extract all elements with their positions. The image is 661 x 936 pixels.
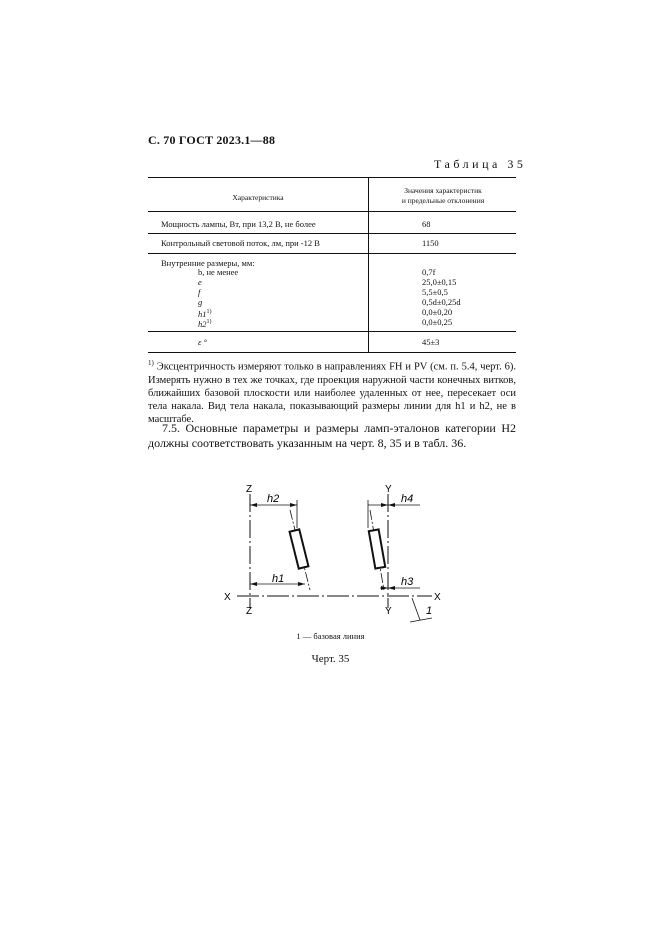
- h2-label: h2: [267, 493, 280, 505]
- dim-e-label: e: [198, 277, 202, 287]
- h3-label: h3: [401, 576, 414, 588]
- col-header-values-line1: Значения характеристик: [404, 186, 482, 195]
- footnote-mark: 1): [148, 359, 154, 367]
- angle-value: 45±3: [422, 337, 440, 347]
- drawing-title: Черт. 35: [311, 653, 350, 665]
- z-bottom-label: Z: [246, 606, 253, 617]
- angle-label: ε °: [198, 337, 207, 347]
- dim-h2-label: h2$^{1)}$: [198, 318, 212, 329]
- leader-line: [410, 618, 432, 622]
- row-power-value: 68: [422, 219, 431, 229]
- page-header: С. 70 ГОСТ 2023.1—88: [148, 133, 276, 147]
- row-flux-label: Контрольный световой поток, лм, при -12 В: [161, 238, 320, 248]
- dim-g-label: g: [198, 297, 203, 307]
- dim-f-label: f: [198, 287, 201, 297]
- x-right-label: X: [434, 592, 441, 603]
- dim-h1-value: 0,0±0,20: [422, 307, 453, 317]
- y-bottom-label: Y: [385, 606, 392, 617]
- z-top-label: Z: [246, 484, 253, 495]
- drawing-caption: 1 — базовая линия: [296, 631, 365, 641]
- y-top-label: Y: [385, 484, 392, 495]
- right-filament: [369, 510, 385, 590]
- h1-label: h1: [272, 573, 285, 585]
- row-power-label: Мощность лампы, Вт, при 13,2 В, не более: [161, 219, 316, 229]
- col-header-values-line2: и предельные отклонения: [401, 196, 485, 205]
- dims-title: Внутренние размеры, мм:: [161, 258, 255, 268]
- x-left-label: X: [224, 592, 231, 603]
- footnote-text: Эксцентричность измеряют только в направлениях FH и PV (см. п. 5.4, черт. 6). Измерять нужно в тех же точках, где проекция наружной части конечных витков, ближайших базовой плоскости или наиболее удаленных от нее, пересекает оси тела накала. Вид тела накала, показывающий размеры линии для h1 и h2, не в масштабе.: [148, 361, 517, 425]
- col-header-characteristic: Характеристика: [232, 193, 284, 202]
- paragraph-7-5: 7.5. Основные параметры и размеры ламп-эталонов категории H2 должны соответствовать указанным на черт. 8, 35 и в табл. 36.: [148, 421, 516, 450]
- dim-e-value: 25,0±0,15: [422, 277, 457, 287]
- table-title: Таблица 35: [434, 157, 527, 171]
- h4-label: h4: [401, 493, 414, 505]
- dim-b-value: 0,7f: [422, 267, 436, 277]
- left-filament: [290, 510, 310, 590]
- row-flux-value: 1150: [422, 238, 439, 248]
- dim-f-value: 5,5±0,5: [422, 287, 448, 297]
- leader-label-1: 1: [426, 605, 433, 617]
- dim-h1-label: h1$^{1)}$: [198, 308, 212, 319]
- dim-g-value: 0,5d±0,25d: [422, 297, 461, 307]
- dim-b-label: b, не менее: [198, 267, 239, 277]
- dim-h2-value: 0,0±0,25: [422, 317, 453, 327]
